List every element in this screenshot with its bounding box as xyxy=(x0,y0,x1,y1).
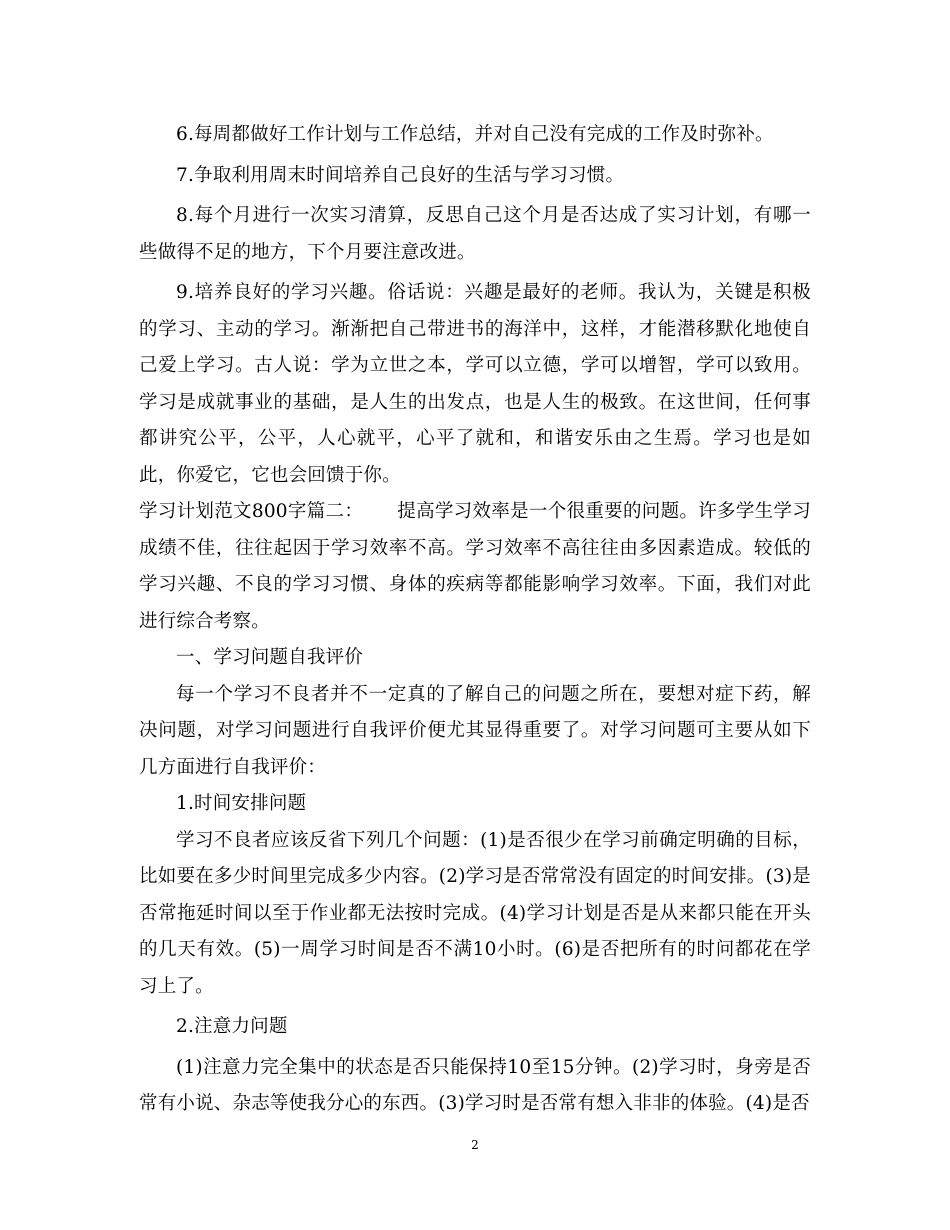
paragraph-attention: (1)注意力完全集中的状态是否只能保持10至15分钟。(2)学习时，身旁是否常有小说、杂志等使我分心的东西。(3)学习时是否常有想入非非的体验。(4)是否 xyxy=(139,1056,811,1114)
page-number: 2 xyxy=(471,1138,479,1152)
paragraph-item-6: 6.每周都做好工作计划与工作总结，并对自己没有完成的工作及时弥补。 xyxy=(176,124,774,145)
section-two-title: 学习计划范文800字篇二： xyxy=(139,501,364,522)
paragraph-item-7: 7.争取利用周末时间培养自己良好的生活与学习习惯。 xyxy=(176,164,625,186)
section-two-intro: 提高学习效率是一个很重要的问题。许多学生学习成绩不佳，往往起因于学习效率不高。学习效率不高往往由多因素造成。较低的学习兴趣、不良的学习习惯、身体的疾病等都能影响学习效率。下面，我们对此进行综合考察。 xyxy=(139,501,811,632)
page-content xyxy=(139,117,811,1123)
paragraph-self-evaluation: 每一个学习不良者并不一定真的了解自己的问题之所在，要想对症下药，解决问题，对学习问题进行自我评价便尤其显得重要了。对学习问题可主要从如下几方面进行自我评价： xyxy=(139,683,811,778)
heading-self-evaluation: 一、学习问题自我评价 xyxy=(176,647,364,668)
paragraph-item-8: 8.每个月进行一次实习清算，反思自己这个月是否达成了实习计划，有哪一些做得不足的地方，下个月要注意改进。 xyxy=(139,205,811,263)
heading-time-arrangement: 1.时间安排问题 xyxy=(176,793,307,814)
heading-attention: 2.注意力问题 xyxy=(176,1016,288,1037)
section-two-paragraph xyxy=(139,494,811,640)
paragraph-time-arrangement: 学习不良者应该反省下列几个问题：(1)是否很少在学习前确定明确的目标，比如要在多少时间里完成多少内容。(2)学习是否常常没有固定的时间安排。(3)是否常拖延时间以至于作业都无法按时完成。(4)学习计划是否是从来都只能在开头的几天有效。(5)一周学习时间是否不满10小时。(6)是否把所有的时问都花在学习上了。 xyxy=(139,829,811,997)
paragraph-item-9: 9.培养良好的学习兴趣。俗话说：兴趣是最好的老师。我认为，关键是积极的学习、主动的学习。渐渐把自己带进书的海洋中，这样，才能潜移默化地使自己爱上学习。古人说：学为立世之本，学可以立德，学可以增智，学可以致用。学习是成就事业的基础，是人生的出发点，也是人生的极致。在这世间，任何事都讲究公平，公平，人心就平，心平了就和，和谐安乐由之生焉。学习也是如此，你爱它，它也会回馈于你。 xyxy=(139,282,811,486)
